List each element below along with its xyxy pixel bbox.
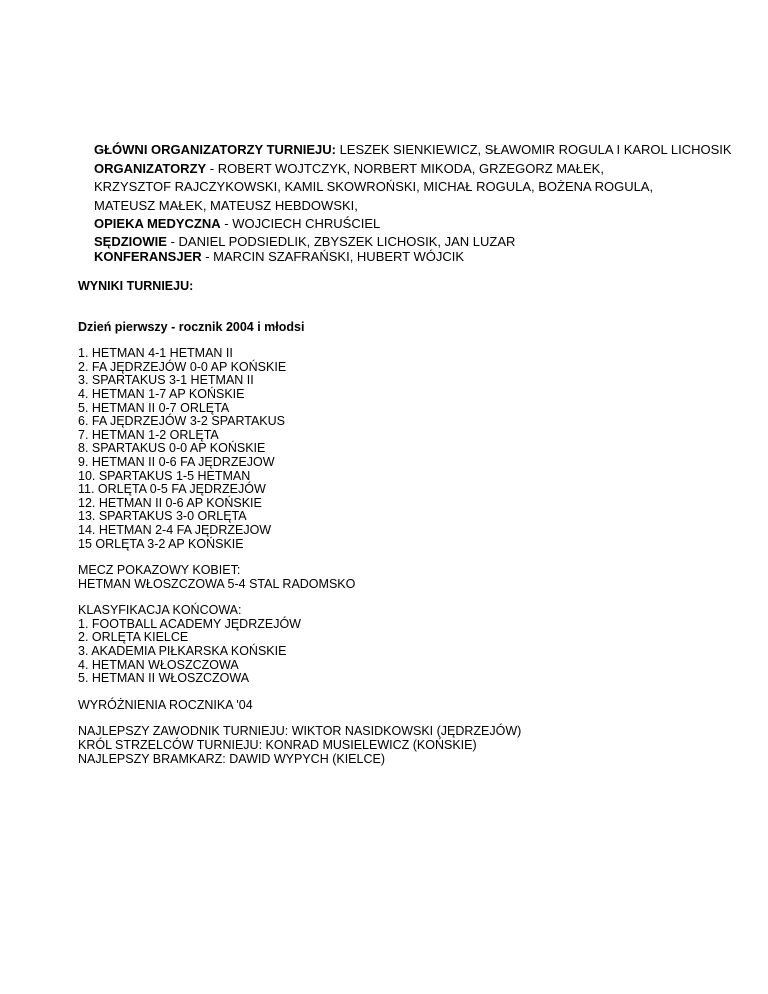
match-row: 7. HETMAN 1-2 ORLĘTA [78,427,219,442]
match-row: 12. HETMAN II 0-6 AP KOŃSKIE [78,495,262,510]
medical-line [94,215,754,234]
women-match-result: HETMAN WŁOSZCZOWA 5-4 STAL RADOMSKO [78,576,356,591]
main-organizers-value: LESZEK SIENKIEWICZ, SŁAWOMIR ROGULA I KAROL LICHOSIK [335,142,732,157]
match-row: 11. ORLĘTA 0-5 FA JĘDRZEJÓW [78,482,266,497]
organizers-line-3: MATEUSZ MAŁEK, MATEUSZ HEBDOWSKI, [94,197,358,213]
main-organizers-line [94,141,754,160]
classification-list [78,618,738,686]
award-row: NAJLEPSZY ZAWODNIK TURNIEJU: WIKTOR NASIDKOWSKI (JĘDRZEJÓW) [78,724,522,739]
match-row: 4. HETMAN 1-7 AP KOŃSKIE [78,386,245,401]
organizers-section [94,141,754,264]
match-row: 15 ORLĘTA 3-2 AP KOŃSKIE [78,536,244,551]
awards-title: WYRÓŻNIENIA ROCZNIKA '04 [78,697,253,712]
medical-label: OPIEKA MEDYCZNA [94,216,221,231]
medical-value: - WOJCIECH CHRUŚCIEL [220,216,381,231]
classification-title: KLASYFIKACJA KOŃCOWA: [78,603,242,618]
results-heading: WYNIKI TURNIEJU: [78,279,194,293]
women-match-title: MECZ POKAZOWY KOBIET: [78,563,241,578]
classification-row: 5. HETMAN II WŁOSZCZOWA [78,671,250,686]
match-row: 2. FA JĘDRZEJÓW 0-0 AP KOŃSKIE [78,359,287,374]
match-row: 8. SPARTAKUS 0-0 AP KOŃSKIE [78,441,266,456]
organizers-line-2: KRZYSZTOF RAJCZYKOWSKI, KAMIL SKOWROŃSKI, MICHAŁ ROGULA, BOŻENA ROGULA, [94,179,654,194]
organizers-line [94,160,754,179]
match-row: 6. FA JĘDRZEJÓW 3-2 SPARTAKUS [78,414,285,429]
match-row: 5. HETMAN II 0-7 ORLĘTA [78,400,230,415]
classification-row: 3. AKADEMIA PIŁKARSKA KOŃSKIE [78,644,287,659]
main-organizers-label: GŁÓWNI ORGANIZATORZY TURNIEJU: [94,142,336,157]
match-row: 1. HETMAN 4-1 HETMAN II [78,346,233,361]
referees-label: SĘDZIOWIE [94,233,167,249]
classification-row: 2. ORLĘTA KIELCE [78,630,189,645]
match-row: 10. SPARTAKUS 1-5 HETMAN [78,468,251,483]
award-row: KRÓL STRZELCÓW TURNIEJU: KONRAD MUSIELEWICZ (KOŃSKIE) [78,738,477,753]
match-row: 9. HETMAN II 0-6 FA JĘDRZEJOW [78,454,275,469]
results-section [78,280,738,766]
awards-list [78,725,738,766]
mc-label: KONFERANSJER [94,248,202,264]
day-heading: Dzień pierwszy - rocznik 2004 i młodsi [78,319,305,334]
match-row: 3. SPARTAKUS 3-1 HETMAN II [78,373,254,388]
classification-row: 4. HETMAN WŁOSZCZOWA [78,657,239,672]
mc-value: - MARCIN SZAFRAŃSKI, HUBERT WÓJCIK [201,248,465,264]
match-row: 13. SPARTAKUS 3-0 ORLĘTA [78,509,247,524]
classification-row: 1. FOOTBALL ACADEMY JĘDRZEJÓW [78,616,301,631]
mc-line [94,249,754,264]
match-row: 14. HETMAN 2-4 FA JĘDRZEJOW [78,522,272,537]
referees-line [94,234,754,249]
organizers-value-1: - ROBERT WOJTCZYK, NORBERT MIKODA, GRZEGORZ MAŁEK, [206,160,604,176]
award-row: NAJLEPSZY BRAMKARZ: DAWID WYPYCH (KIELCE) [78,751,385,766]
organizers-label: ORGANIZATORZY [94,160,207,176]
referees-value: - DANIEL PODSIEDLIK, ZBYSZEK LICHOSIK, JAN LUZAR [166,233,516,249]
match-list [78,347,738,551]
